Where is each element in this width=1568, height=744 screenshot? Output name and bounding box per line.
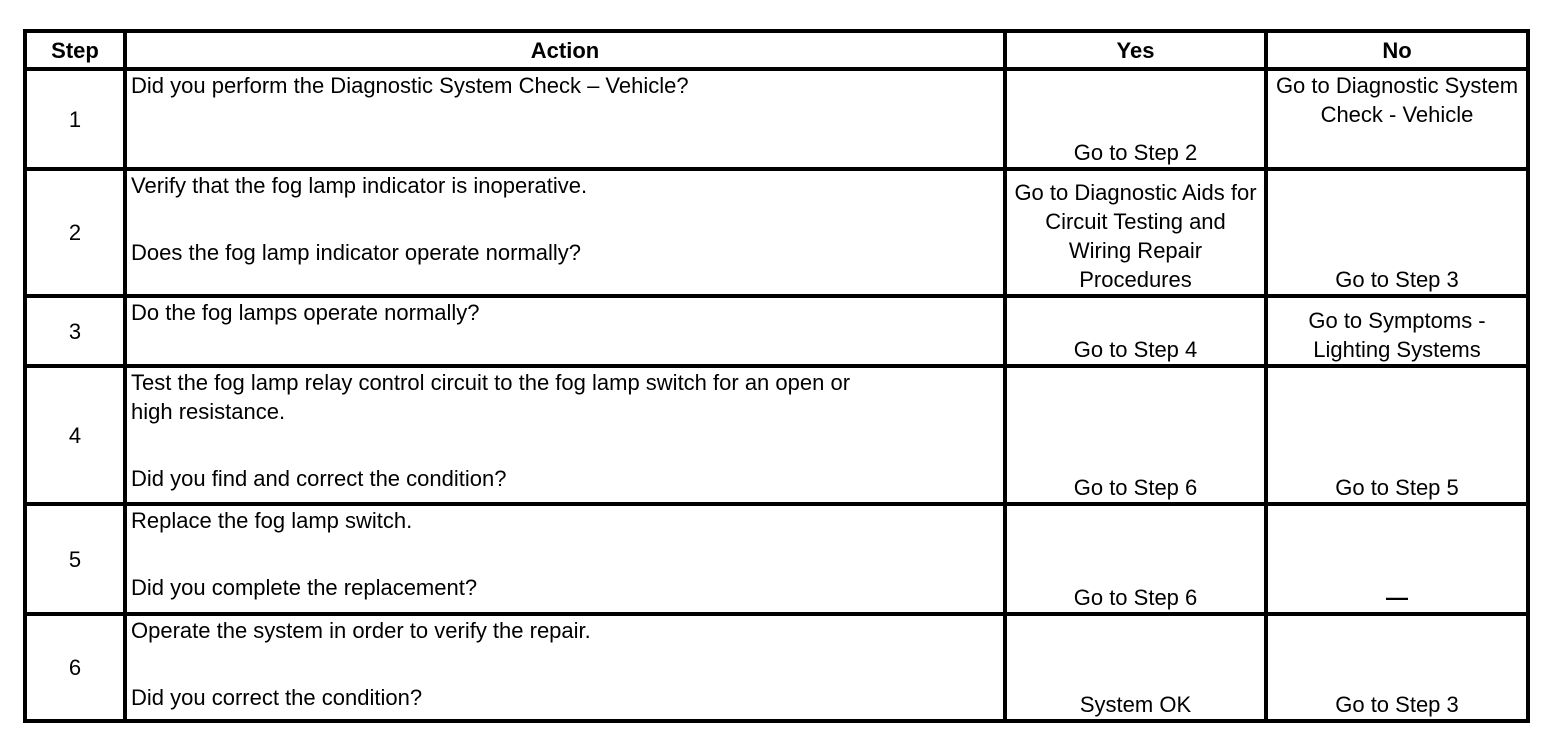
action-text: Operate the system in order to verify the repair.	[131, 618, 591, 643]
table-row	[25, 614, 1528, 721]
no-cell: —	[1266, 504, 1528, 614]
table-row	[25, 366, 1528, 504]
header-step: Step	[25, 31, 125, 69]
action-question: Did you complete the replacement?	[131, 575, 478, 600]
step-number: 1	[25, 69, 125, 169]
action-cell	[125, 504, 1005, 614]
no-cell: Go to Step 5	[1266, 366, 1528, 504]
yes-cell: Go to Step 4	[1005, 296, 1266, 366]
action-text: Verify that the fog lamp indicator is inoperative.	[131, 173, 588, 198]
table-row	[25, 296, 1528, 366]
yes-cell: System OK	[1005, 614, 1266, 721]
header-yes: Yes	[1005, 31, 1266, 69]
action-cell	[125, 614, 1005, 721]
table-row	[25, 504, 1528, 614]
yes-cell: Go to Diagnostic Aids for Circuit Testing and Wiring Repair Procedures	[1005, 169, 1266, 296]
header-action: Action	[125, 31, 1005, 69]
action-text: Do the fog lamps operate normally?	[131, 300, 480, 325]
no-cell: Go to Step 3	[1266, 169, 1528, 296]
action-text: Test the fog lamp relay control circuit to the fog lamp switch for an open or	[131, 370, 851, 395]
action-cell	[125, 366, 1005, 504]
step-number: 3	[25, 296, 125, 366]
action-question: Does the fog lamp indicator operate normally?	[131, 240, 582, 265]
yes-cell: Go to Step 6	[1005, 366, 1266, 504]
step-number: 4	[25, 366, 125, 504]
yes-cell: Go to Step 2	[1005, 69, 1266, 169]
action-question: Did you correct the condition?	[131, 685, 423, 710]
table-row	[25, 69, 1528, 169]
no-cell: Go to Step 3	[1266, 614, 1528, 721]
step-number: 5	[25, 504, 125, 614]
action-text: Replace the fog lamp switch.	[131, 508, 413, 533]
action-text: Did you perform the Diagnostic System Check – Vehicle?	[131, 73, 689, 98]
action-text: high resistance.	[131, 399, 286, 424]
step-number: 2	[25, 169, 125, 296]
no-cell: Go to Diagnostic System Check - Vehicle	[1266, 69, 1528, 169]
action-cell	[125, 296, 1005, 366]
yes-cell: Go to Step 6	[1005, 504, 1266, 614]
action-question: Did you find and correct the condition?	[131, 466, 507, 491]
diagnostic-table	[23, 29, 1530, 723]
table-row	[25, 169, 1528, 296]
no-cell: Go to Symptoms - Lighting Systems	[1266, 296, 1528, 366]
action-cell	[125, 69, 1005, 169]
step-number: 6	[25, 614, 125, 721]
header-row	[25, 31, 1528, 69]
header-no: No	[1266, 31, 1528, 69]
action-cell	[125, 169, 1005, 296]
